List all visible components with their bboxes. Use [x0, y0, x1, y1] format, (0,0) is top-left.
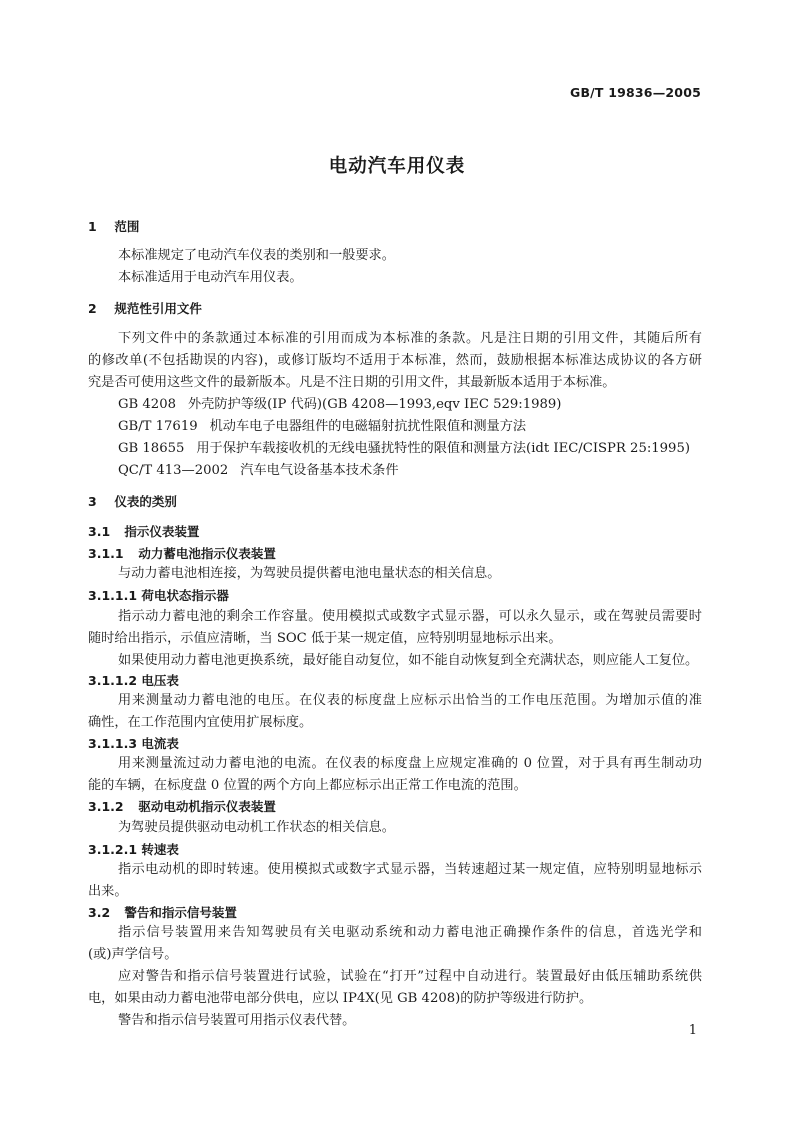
section-1-heading — [88, 219, 139, 235]
section-title: 规范性引用文件 — [114, 301, 202, 316]
paragraph-line: 的修改单(不包括勘误的内容)，或修订版均不适用于本标准，然而，鼓励根据本标准达成协议的各方研 — [88, 353, 702, 368]
section-title: 电压表 — [141, 673, 179, 688]
paragraph-line: 电，如果由动力蓄电池带电部分供电，应以 IP4X(见 GB 4208)的防护等级进行防护。 — [88, 991, 593, 1006]
reference-item — [118, 397, 561, 413]
section-number: 3.1.2.1 — [88, 842, 138, 857]
paragraph-line: 用来测量流过动力蓄电池的电流。在仪表的标度盘上应规定准确的 0 位置，对于具有再生制动功 — [118, 756, 702, 771]
paragraph-line: 应对警告和指示信号装置进行试验，试验在“打开”过程中自动进行。装置最好由低压辅助系统供 — [118, 969, 702, 984]
reference-title: 机动车电子电器组件的电磁辐射抗扰性限值和测量方法 — [209, 419, 527, 434]
reference-item — [118, 441, 690, 457]
section-number: 3.2 — [88, 905, 111, 920]
paragraph-line: 出来。 — [88, 884, 128, 899]
section-number: 3.1.2 — [88, 799, 124, 814]
section-number: 2 — [88, 301, 97, 316]
subsection-heading — [88, 799, 276, 815]
paragraph-line: 下列文件中的条款通过本标准的引用而成为本标准的条款。凡是注日期的引用文件，其随后所有 — [118, 331, 702, 346]
section-title: 荷电状态指示器 — [141, 588, 229, 603]
section-title: 指示仪表装置 — [124, 524, 200, 539]
page-number: 1 — [688, 1023, 697, 1038]
section-number: 3.1 — [88, 524, 111, 539]
section-title: 驱动电动机指示仪表装置 — [138, 799, 276, 814]
section-title: 电流表 — [141, 736, 179, 751]
standard-number: GB/T 19836—2005 — [569, 85, 701, 100]
document-title: 电动汽车用仪表 — [328, 156, 466, 177]
paragraph: 与动力蓄电池相连接，为驾驶员提供蓄电池电量状态的相关信息。 — [118, 566, 501, 581]
section-title: 仪表的类别 — [114, 494, 177, 509]
paragraph: 为驾驶员提供驱动电动机工作状态的相关信息。 — [118, 820, 395, 835]
subsection-heading — [88, 736, 179, 752]
section-title: 动力蓄电池指示仪表装置 — [138, 546, 276, 561]
reference-title: 汽车电气设备基本技术条件 — [240, 463, 399, 478]
paragraph-line: (或)声学信号。 — [88, 947, 178, 962]
subsection-heading — [88, 546, 276, 562]
paragraph-line: 指示信号装置用来告知驾驶员有关电驱动系统和动力蓄电池正确操作条件的信息，首选光学和 — [118, 925, 702, 940]
subsection-heading — [88, 673, 179, 689]
reference-title: 外壳防护等级(IP 代码)(GB 4208—1993,eqv IEC 529:1989) — [187, 397, 562, 412]
reference-code: GB 4208 — [118, 397, 176, 412]
section-number: 3.1.1.2 — [88, 673, 138, 688]
reference-code: QC/T 413—2002 — [118, 463, 229, 478]
subsection-heading — [88, 588, 229, 604]
paragraph-line: 指示电动机的即时转速。使用模拟式或数字式显示器，当转速超过某一规定值，应特别明显地标示 — [118, 862, 702, 877]
paragraph-line: 究是否可使用这些文件的最新版本。凡是不注日期的引用文件，其最新版本适用于本标准。 — [88, 375, 616, 390]
paragraph-line: 随时给出指示，示值应清晰，当 SOC 低于某一规定值，应特别明显地标示出来。 — [88, 631, 562, 646]
section-2-heading — [88, 301, 202, 317]
section-number: 3.1.1.3 — [88, 736, 138, 751]
paragraph-line: 能的车辆，在标度盘 0 位置的两个方向上都应标示出正常工作电流的范围。 — [88, 778, 527, 793]
subsection-heading — [88, 524, 199, 540]
section-number: 1 — [88, 219, 97, 234]
subsection-heading — [88, 905, 237, 921]
section-title: 转速表 — [141, 842, 179, 857]
paragraph-line: 用来测量动力蓄电池的电压。在仪表的标度盘上应标示出恰当的工作电压范围。为增加示值的准 — [118, 693, 702, 708]
paragraph: 本标准适用于电动汽车用仪表。 — [118, 270, 303, 285]
reference-code: GB 18655 — [118, 441, 185, 456]
reference-item — [118, 419, 526, 435]
paragraph: 本标准规定了电动汽车仪表的类别和一般要求。 — [118, 248, 395, 263]
paragraph-line: 指示动力蓄电池的剩余工作容量。使用模拟式或数字式显示器，可以永久显示，或在驾驶员需要时 — [118, 609, 702, 624]
paragraph-line: 如果使用动力蓄电池更换系统，最好能自动复位，如不能自动恢复到全充满状态，则应能人工复位。 — [118, 653, 699, 668]
reference-code: GB/T 17619 — [118, 419, 198, 434]
section-3-heading — [88, 494, 177, 510]
paragraph-line: 确性，在工作范围内宜使用扩展标度。 — [88, 715, 313, 730]
section-title: 范围 — [114, 219, 140, 234]
section-title: 警告和指示信号装置 — [124, 905, 237, 920]
section-number: 3 — [88, 494, 97, 509]
paragraph-line: 警告和指示信号装置可用指示仪表代替。 — [118, 1013, 356, 1028]
section-number: 3.1.1 — [88, 546, 124, 561]
subsection-heading — [88, 842, 179, 858]
reference-item — [118, 463, 399, 479]
section-number: 3.1.1.1 — [88, 588, 138, 603]
reference-title: 用于保护车载接收机的无线电骚扰特性的限值和测量方法(idt IEC/CISPR 25:1995) — [196, 441, 690, 456]
